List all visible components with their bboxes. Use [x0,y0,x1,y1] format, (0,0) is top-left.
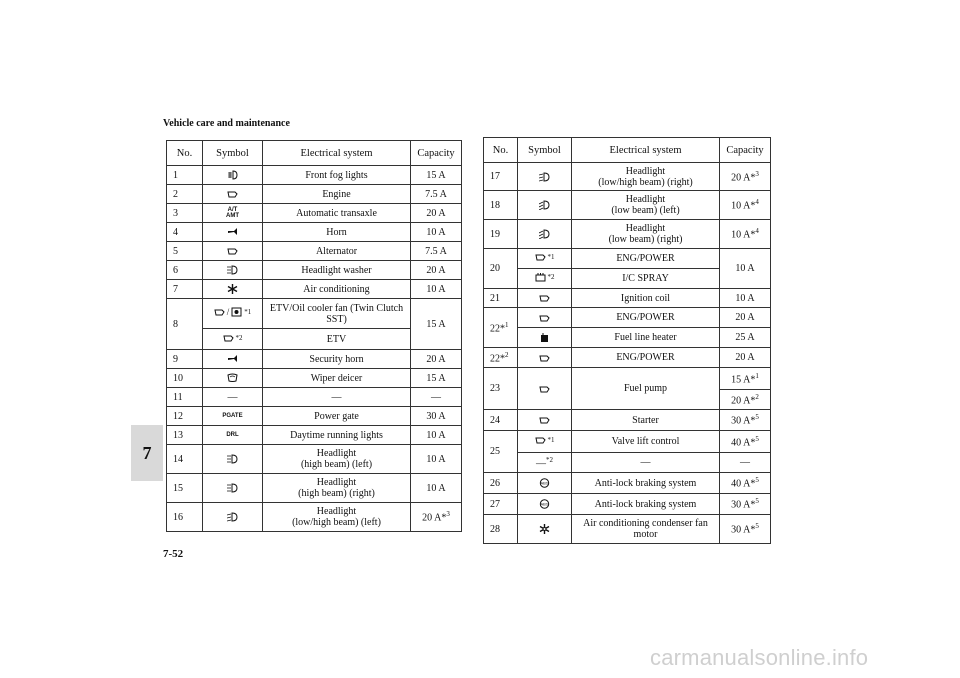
table-row [167,280,462,299]
table-row [167,204,462,223]
row-system: Automatic transaxle [263,204,411,223]
engine-icon [518,308,572,328]
row-system: Starter [572,410,720,431]
row-system: Wiper deicer [263,369,411,388]
row-no: 11 [167,388,203,407]
row-no: 13 [167,426,203,445]
row-system: Air conditioning [263,280,411,299]
air-conditioning-icon [203,280,263,299]
row-capacity: 15 A*$^1$ [720,368,771,390]
col-electrical-system: Electrical system [572,138,720,163]
col-no: No. [484,138,518,163]
row-no: 15 [167,474,203,503]
high-beam-icon [203,474,263,503]
row-no: 26 [484,473,518,494]
engine-icon: *1 [518,249,572,269]
row-symbol: —$^{*2}$ [518,453,572,473]
table-row [484,163,771,191]
row-no: 6 [167,261,203,280]
row-capacity: 10 A [411,223,462,242]
col-electrical-system: Electrical system [263,141,411,166]
row-no: 17 [484,163,518,191]
table-row [167,445,462,474]
row-no: 3 [167,204,203,223]
engine-icon [518,348,572,368]
row-system: Front fog lights [263,166,411,185]
table-row [167,166,462,185]
row-system: ENG/POWER [572,308,720,328]
row-capacity: 30 A*$^5$ [720,410,771,431]
low-beam-icon [518,191,572,220]
col-symbol: Symbol [518,138,572,163]
row-capacity: 25 A [720,328,771,348]
row-no: 18 [484,191,518,220]
table-row [484,494,771,515]
etv-oil-cooler-icon: / *1 [203,299,263,329]
starter-icon [518,410,572,431]
table-row [167,223,462,242]
row-capacity: 10 A [411,445,462,474]
table-row [167,299,462,329]
table-row [484,328,771,348]
row-capacity: 20 A [720,308,771,328]
row-system: Anti-lock braking system [572,473,720,494]
table-row [484,249,771,269]
table-row [167,426,462,445]
col-capacity: Capacity [720,138,771,163]
section-header: Vehicle care and maintenance [163,118,290,129]
row-system: Headlight (low/high beam) (left) [263,503,411,532]
row-system: Valve lift control [572,431,720,453]
row-capacity: 7.5 A [411,242,462,261]
table-row [167,407,462,426]
row-capacity: 10 A [411,280,462,299]
condenser-fan-icon [518,515,572,544]
drl-icon: DRL [203,426,263,445]
row-capacity: 7.5 A [411,185,462,204]
row-system: Alternator [263,242,411,261]
row-capacity: 15 A [411,369,462,388]
row-capacity: 20 A [411,204,462,223]
abs-icon [518,473,572,494]
valve-lift-icon: *1 [518,431,572,453]
row-capacity: 20 A*$^3$ [411,503,462,532]
row-capacity: 10 A [411,426,462,445]
horn-icon [203,223,263,242]
row-no: 16 [167,503,203,532]
row-system: Security horn [263,350,411,369]
col-no: No. [167,141,203,166]
row-system: Headlight (low beam) (right) [572,220,720,249]
row-capacity: 15 A [411,166,462,185]
row-no: 28 [484,515,518,544]
row-capacity: 40 A*$^5$ [720,431,771,453]
row-system: — [263,388,411,407]
row-system: Fuel line heater [572,328,720,348]
row-capacity: 10 A [720,249,771,289]
row-system: ENG/POWER [572,348,720,368]
row-system: ENG/POWER [572,249,720,269]
row-capacity: 20 A [720,348,771,368]
row-no: 2 [167,185,203,204]
row-system: ETV [263,329,411,350]
table-row [484,368,771,390]
fuel-line-heater-icon [518,328,572,348]
row-capacity: 30 A*$^5$ [720,515,771,544]
row-capacity: 40 A*$^5$ [720,473,771,494]
row-capacity: — [720,453,771,473]
row-system: Headlight (low beam) (left) [572,191,720,220]
row-symbol: — [203,388,263,407]
row-system: ETV/Oil cooler fan (Twin Clutch SST) [263,299,411,329]
row-no: 9 [167,350,203,369]
low-beam-icon [518,220,572,249]
intercooler-spray-icon: *2 [518,269,572,289]
row-no: 14 [167,445,203,474]
row-capacity: 30 A [411,407,462,426]
table-row [167,388,462,407]
row-system: Headlight (high beam) (left) [263,445,411,474]
col-capacity: Capacity [411,141,462,166]
row-no: 20 [484,249,518,289]
headlight-washer-icon [203,261,263,280]
page-number: 7-52 [163,548,184,560]
fuse-table-right [483,137,771,544]
table-header-row [167,141,462,166]
table-row [167,369,462,388]
fog-light-icon [203,166,263,185]
alternator-icon [203,242,263,261]
low-high-beam-icon [518,163,572,191]
row-capacity: 20 A*$^2$ [720,390,771,410]
row-capacity: 30 A*$^5$ [720,494,771,515]
table-row [167,474,462,503]
row-no: 22*$^2$ [484,348,518,368]
table-row [167,242,462,261]
row-system: Power gate [263,407,411,426]
table-row [484,220,771,249]
row-capacity: — [411,388,462,407]
row-capacity: 20 A [411,261,462,280]
row-no: 10 [167,369,203,388]
table-row [484,289,771,308]
row-system: Anti-lock braking system [572,494,720,515]
table-row [167,350,462,369]
etv-icon: *2 [203,329,263,350]
row-system: Engine [263,185,411,204]
row-capacity: 20 A*$^3$ [720,163,771,191]
row-system: Daytime running lights [263,426,411,445]
table-row [167,503,462,532]
row-capacity: 10 A [411,474,462,503]
row-system: Air conditioning condenser fan motor [572,515,720,544]
low-high-beam-icon [203,503,263,532]
table-row [484,473,771,494]
row-capacity: 10 A [720,289,771,308]
row-no: 8 [167,299,203,350]
chapter-tab: 7 [131,425,163,481]
row-no: 21 [484,289,518,308]
table-row [167,185,462,204]
row-no: 23 [484,368,518,410]
table-row [484,431,771,453]
row-no: 4 [167,223,203,242]
row-system: Headlight (low/high beam) (right) [572,163,720,191]
power-gate-icon: PGATE [203,407,263,426]
table-row [484,308,771,328]
row-system: Headlight washer [263,261,411,280]
table-row [484,410,771,431]
row-no: 24 [484,410,518,431]
svg-text:ABS: ABS [540,501,549,507]
row-capacity: 10 A*$^4$ [720,191,771,220]
watermark: carmanualsonline.info [650,645,869,670]
row-capacity: 10 A*$^4$ [720,220,771,249]
row-capacity: 15 A [411,299,462,350]
row-system: I/C SPRAY [572,269,720,289]
fuel-pump-icon [518,368,572,410]
col-symbol: Symbol [203,141,263,166]
security-horn-icon [203,350,263,369]
row-no: 7 [167,280,203,299]
row-no: 12 [167,407,203,426]
row-no: 5 [167,242,203,261]
table-header-row [484,138,771,163]
row-system: Fuel pump [572,368,720,410]
row-no: 1 [167,166,203,185]
engine-icon [203,185,263,204]
table-row [484,515,771,544]
row-no: 19 [484,220,518,249]
fuse-table-left [166,140,462,532]
high-beam-icon [203,445,263,474]
table-row [484,191,771,220]
row-no: 22*$^1$ [484,308,518,348]
table-row [167,261,462,280]
abs-icon [518,494,572,515]
row-system: Ignition coil [572,289,720,308]
row-no: 25 [484,431,518,473]
row-capacity: 20 A [411,350,462,369]
row-system: — [572,453,720,473]
wiper-deicer-icon [203,369,263,388]
transaxle-icon: A/T AMT [203,204,263,223]
ignition-coil-icon [518,289,572,308]
table-row [484,348,771,368]
svg-text:ABS: ABS [540,480,549,486]
table-row [484,453,771,473]
row-system: Headlight (high beam) (right) [263,474,411,503]
row-system: Horn [263,223,411,242]
row-no: 27 [484,494,518,515]
